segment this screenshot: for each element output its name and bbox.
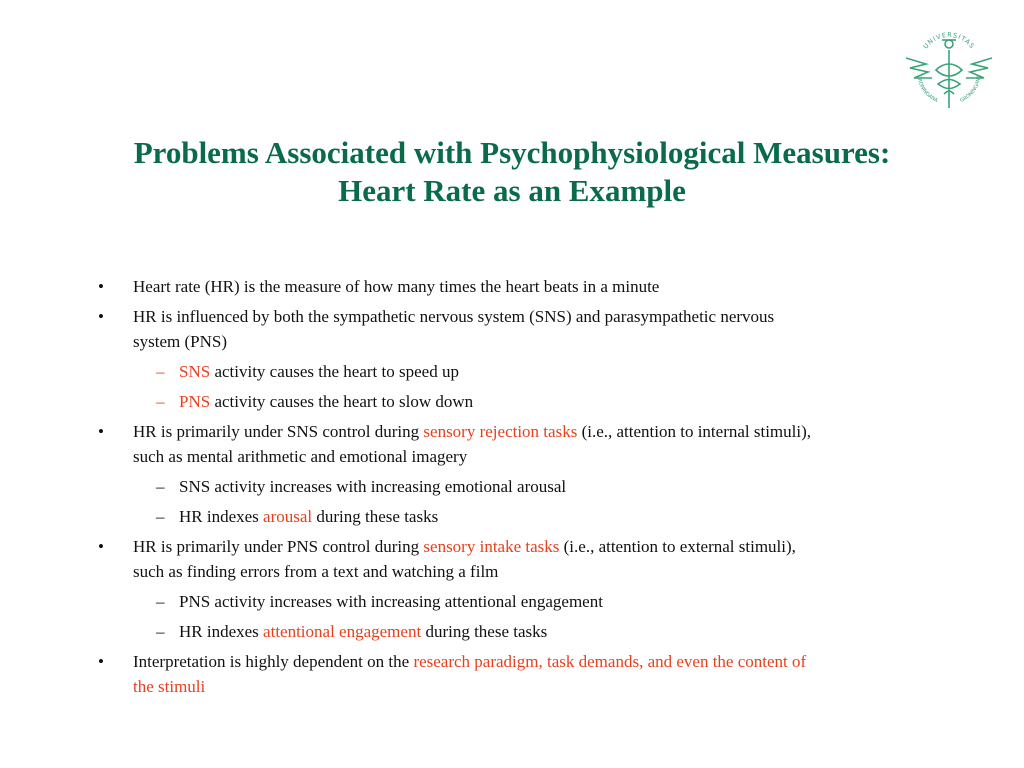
- dash-icon: –: [156, 362, 165, 381]
- bullet-text-post: (i.e., attention to internal stimuli),: [577, 422, 812, 441]
- sub-bullet-text: [179, 619, 939, 644]
- sub-bullet-text: [179, 389, 939, 414]
- bullet-text-post: (i.e., attention to external stimuli),: [559, 537, 796, 556]
- sub-bullet-post: during these tasks: [421, 622, 548, 641]
- bullet-text: [133, 419, 933, 469]
- bullet-text: Heart rate (HR) is the measure of how many times the heart beats in a minute: [133, 277, 660, 296]
- sub-bullet-pre: HR indexes: [179, 622, 264, 641]
- svg-text:GRONINGANA: [916, 75, 940, 104]
- university-seal-icon: [904, 28, 994, 112]
- dash-icon: –: [156, 477, 165, 496]
- bullet-dot-icon: •: [98, 307, 104, 326]
- sub-bullet-post: during these tasks: [312, 507, 439, 526]
- highlight-term-line-2: the stimuli: [133, 677, 206, 696]
- sub-bullet-text: [179, 359, 939, 384]
- highlight-term: sensory rejection tasks: [423, 422, 578, 441]
- seal-text-top: UNIVERSITAS: [921, 30, 977, 51]
- bullet-text: [133, 649, 933, 699]
- bullet-text-line-2: such as mental arithmetic and emotional imagery: [133, 447, 468, 466]
- highlight-term: arousal: [263, 507, 313, 526]
- bullet-dot-icon: •: [98, 277, 104, 296]
- sub-bullet-rest: activity causes the heart to speed up: [210, 362, 459, 381]
- sub-bullet-text: PNS activity increases with increasing attentional engagement: [179, 592, 603, 611]
- sub-bullet-rest: activity causes the heart to slow down: [210, 392, 474, 411]
- bullet-text-line-2: system (PNS): [133, 332, 227, 351]
- bullet-dot-icon: •: [98, 422, 104, 441]
- seal-text-right: GRONINGANA: [959, 74, 983, 104]
- highlight-term: sensory intake tasks: [423, 537, 560, 556]
- slide-title: [60, 134, 964, 210]
- bullet-text-line-2: such as finding errors from a text and watching a film: [133, 562, 499, 581]
- sub-bullet-text: SNS activity increases with increasing emotional arousal: [179, 477, 567, 496]
- bullet-text-line-1: HR is influenced by both the sympathetic nervous system (SNS) and parasympathetic nervous: [133, 307, 775, 326]
- highlight-term: SNS: [179, 362, 211, 381]
- seal-text-left: GRONINGANA: [915, 74, 939, 104]
- bullet-text-pre: HR is primarily under SNS control during: [133, 422, 424, 441]
- bullet-text-pre: Interpretation is highly dependent on the: [133, 652, 414, 671]
- bullet-text-pre: HR is primarily under PNS control during: [133, 537, 424, 556]
- bullet-text: [133, 304, 933, 354]
- bullet-dot-icon: •: [98, 652, 104, 671]
- bullet-text: [133, 534, 933, 584]
- dash-icon: –: [156, 507, 165, 526]
- dash-icon: –: [156, 622, 165, 641]
- bullet-dot-icon: •: [98, 537, 104, 556]
- highlight-term: attentional engagement: [263, 622, 422, 641]
- sub-bullet-pre: HR indexes: [179, 507, 264, 526]
- dash-icon: –: [156, 592, 165, 611]
- slide-title-line-2: Heart Rate as an Example: [338, 173, 686, 208]
- highlight-term: PNS: [179, 392, 211, 411]
- sub-bullet-text: [179, 504, 939, 529]
- slide-title-line-1: Problems Associated with Psychophysiological Measures:: [133, 135, 891, 170]
- highlight-term: research paradigm, task demands, and even the content of: [413, 652, 807, 671]
- dash-icon: –: [156, 392, 165, 411]
